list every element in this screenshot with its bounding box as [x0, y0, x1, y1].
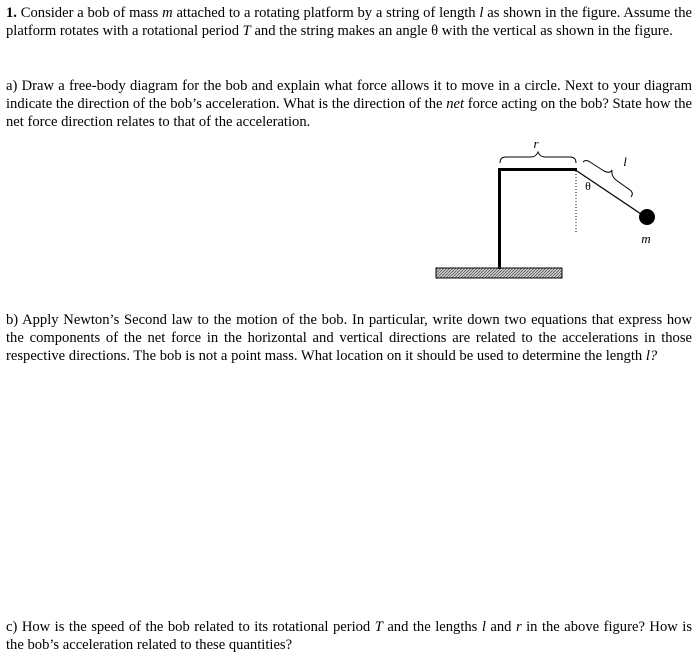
part-a-text-2: force acting on the bob? State how the net force direction relates to that of the acceleration.	[6, 96, 693, 131]
mass-symbol: m	[162, 5, 173, 21]
radius-symbol-c: r	[515, 619, 522, 635]
label-r: r	[533, 136, 539, 151]
platform-arm	[498, 168, 577, 171]
length-symbol-c: l	[481, 619, 486, 635]
net-emphasis: net	[446, 96, 465, 113]
intro-text-1: Consider a bob of mass	[16, 5, 163, 21]
part-c-question	[6, 618, 692, 654]
part-a-question	[6, 77, 692, 132]
intro-text-4: and the string makes an angle θ with the vertical as shown in the figure.	[250, 23, 673, 40]
length-symbol-b: l?	[645, 348, 658, 365]
part-c-text-3: and	[485, 619, 516, 635]
part-c-text-2: and the lengths	[382, 619, 482, 635]
intro-text-2: attached to a rotating platform by a string of length	[172, 5, 480, 21]
label-l: l	[623, 154, 627, 169]
period-symbol-c: T	[374, 619, 383, 635]
length-symbol: l	[479, 5, 484, 21]
problem-number: 1.	[6, 5, 17, 21]
label-m: m	[641, 231, 651, 246]
platform-base	[436, 268, 562, 278]
period-symbol: T	[242, 23, 251, 40]
part-b-question	[6, 311, 692, 366]
r-brace	[500, 152, 576, 163]
rotating-platform-figure	[430, 135, 670, 285]
intro-text-3: as shown in the figure. Assume the platform rotates with a rotational period	[6, 5, 692, 40]
problem-intro	[6, 4, 692, 40]
label-theta: θ	[585, 179, 591, 193]
part-c-text-4: in the above figure? How is the bob’s acceleration related to these quantities?	[6, 619, 692, 654]
part-c-text-1: c) How is the speed of the bob related to its rotational period	[6, 619, 375, 635]
bob	[639, 209, 655, 225]
part-a-text-1: a) Draw a free-body diagram for the bob and explain what force allows it to move in a circle. Next to your diagram indicate the direction of the bob’s acceleration. What is the direction of the	[6, 78, 692, 113]
part-b-text-1: b) Apply Newton’s Second law to the motion of the bob. In particular, write down two equations that express how the components of the net force in the horizontal and vertical directions are related to the accelerations in those respective directions. The bob is not a point mass. What location on it should be used to determine the length	[6, 312, 692, 365]
platform-pole	[498, 169, 501, 269]
